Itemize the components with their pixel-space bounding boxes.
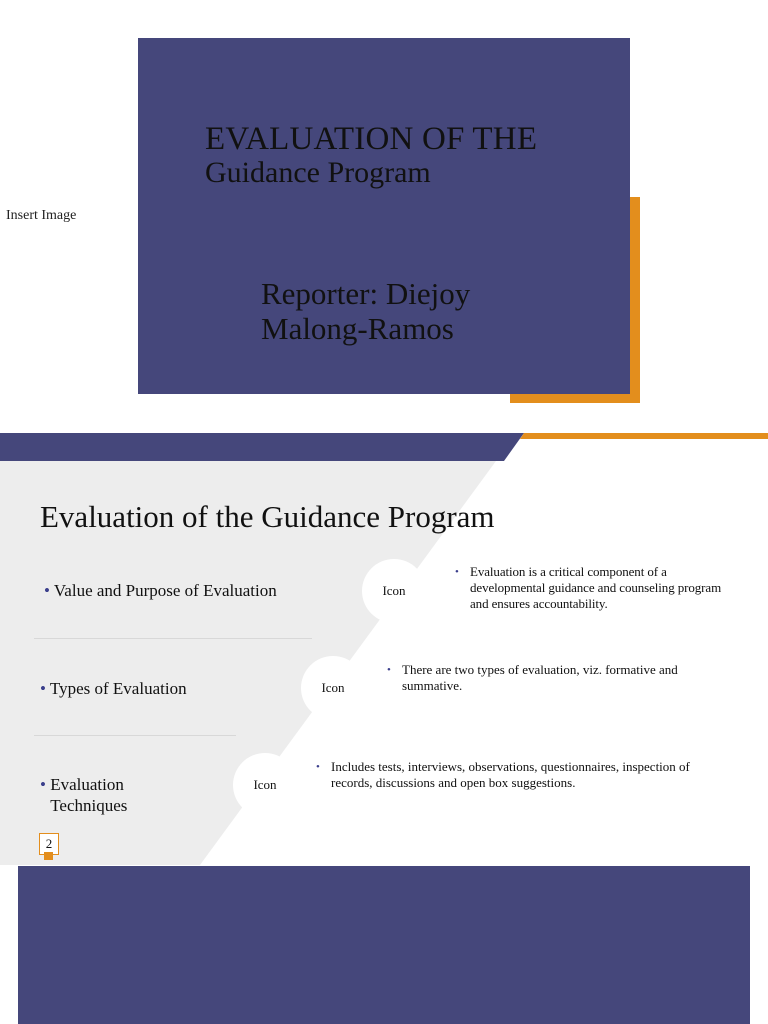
bullet-icon: •: [387, 664, 391, 676]
list-item: [40, 774, 190, 816]
bullet-icon: •: [316, 761, 320, 773]
icon-placeholder[interactable]: Icon: [362, 559, 426, 623]
page-number: 2: [39, 833, 59, 855]
orange-line: [520, 433, 768, 439]
reporter-line-1: Reporter: Diejoy: [261, 276, 471, 311]
page-number-marker: [44, 852, 53, 860]
item-label: Types of Evaluation: [49, 679, 187, 698]
item-description: [387, 662, 737, 694]
bullet-icon: •: [40, 679, 46, 698]
item-label-line-2: Techniques: [50, 796, 128, 815]
item-description: [316, 759, 726, 791]
divider: [34, 735, 236, 736]
navy-band: [0, 433, 524, 461]
list-item: [44, 580, 277, 601]
reporter-text: [261, 276, 591, 346]
item-label-line-1: Evaluation: [50, 775, 124, 794]
item-label: Value and Purpose of Evaluation: [53, 581, 277, 600]
list-item: [40, 678, 187, 699]
icon-placeholder[interactable]: Icon: [233, 753, 297, 817]
slide-title: [0, 0, 768, 432]
slide-title-text: [205, 122, 615, 190]
icon-placeholder[interactable]: Icon: [301, 656, 365, 720]
image-placeholder[interactable]: Insert Image: [6, 208, 77, 223]
item-description: [455, 564, 730, 612]
divider: [34, 638, 312, 639]
slide-content: [0, 433, 768, 865]
bullet-icon: •: [455, 566, 459, 578]
description-text: There are two types of evaluation, viz. formative and summative.: [402, 662, 678, 693]
bullet-icon: •: [40, 775, 46, 794]
bullet-icon: •: [44, 581, 50, 600]
reporter-line-2: Malong-Ramos: [261, 311, 454, 346]
description-text: Includes tests, interviews, observations, questionnaires, inspection of records, discussions and open box suggestions.: [331, 759, 690, 790]
page-title: Evaluation of the Guidance Program: [40, 499, 495, 534]
slide-partial: [18, 866, 750, 1024]
title-line-1: EVALUATION OF THE: [205, 121, 538, 157]
description-text: Evaluation is a critical component of a developmental guidance and counseling program and ensures accountability.: [470, 564, 722, 611]
title-line-2: Guidance Program: [205, 156, 431, 189]
